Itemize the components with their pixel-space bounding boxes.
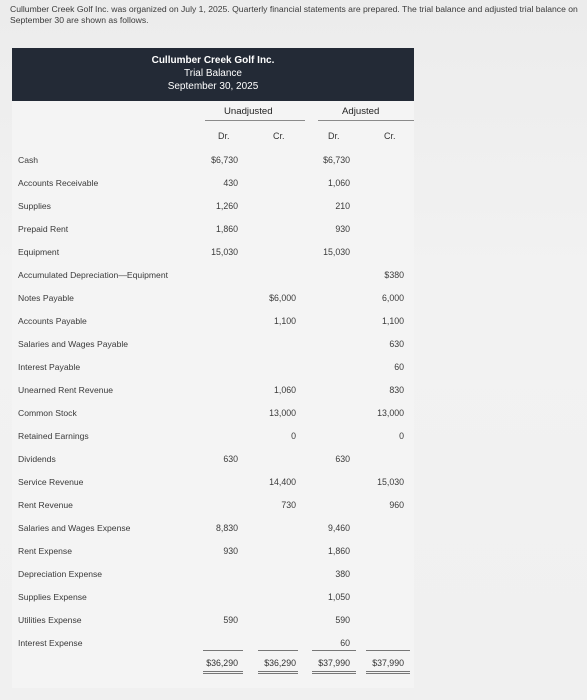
account-label: Interest Expense	[18, 638, 83, 648]
adjusted-dr-cell: 1,060	[327, 178, 350, 188]
total-adjusted-dr: $37,990	[318, 658, 350, 668]
account-label: Rent Expense	[18, 546, 72, 556]
unadjusted-dr-cell: 15,030	[211, 247, 238, 257]
unadjusted-dr-cell: 930	[223, 546, 238, 556]
table-row	[0, 362, 587, 380]
total-rule-ud	[203, 650, 243, 651]
account-label: Notes Payable	[18, 293, 74, 303]
adjusted-dr-cell: 9,460	[327, 523, 350, 533]
total-rule-uc	[258, 650, 298, 651]
adjusted-cr-cell: 60	[394, 362, 404, 372]
adjusted-cr-cell: 630	[389, 339, 404, 349]
statement-date: September 30, 2025	[167, 81, 259, 92]
table-row	[0, 339, 587, 357]
unadjusted-cr-cell: 1,100	[273, 316, 296, 326]
table-row	[0, 500, 587, 518]
account-label: Accounts Payable	[18, 316, 87, 326]
adjusted-cr-cell: 960	[389, 500, 404, 510]
table-row	[0, 408, 587, 426]
adjusted-dr-cell: 1,050	[327, 592, 350, 602]
table-row	[0, 270, 587, 288]
table-row	[0, 385, 587, 403]
adjusted-cr-cell: 1,100	[381, 316, 404, 326]
adjusted-dr-cell: $6,730	[323, 155, 350, 165]
unadjusted-cr-cell: 730	[281, 500, 296, 510]
unadjusted-dr-cell: 1,260	[215, 201, 238, 211]
account-label: Service Revenue	[18, 477, 84, 487]
table-row	[0, 615, 587, 633]
unadjusted-cr-cell: $6,000	[269, 293, 296, 303]
account-label: Salaries and Wages Payable	[18, 339, 129, 349]
table-row	[0, 293, 587, 311]
unadjusted-dr-cell: 630	[223, 454, 238, 464]
adjusted-cr-cell: $380	[384, 270, 404, 280]
unadjusted-dr-cell: 1,860	[215, 224, 238, 234]
table-row	[0, 316, 587, 334]
problem-intro: Cullumber Creek Golf Inc. was organized on July 1, 2025. Quarterly financial statements are prepared. The trial balance and adjusted trial balance on September 30 are shown as follows.	[10, 4, 578, 25]
adjusted-underline	[318, 120, 414, 121]
unadjusted-group-header: Unadjusted	[224, 106, 273, 117]
table-row	[0, 201, 587, 219]
table-row	[0, 178, 587, 196]
unadjusted-underline	[205, 120, 305, 121]
account-label: Retained Earnings	[18, 431, 89, 441]
table-row	[0, 224, 587, 242]
adjusted-cr-cell: 6,000	[381, 293, 404, 303]
unadjusted-cr-cell: 14,400	[269, 477, 296, 487]
adjusted-dr-cell: 60	[340, 638, 350, 648]
trial-balance-header	[12, 48, 414, 101]
col-unadjusted-dr: Dr.	[218, 131, 230, 141]
unadjusted-cr-cell: 1,060	[273, 385, 296, 395]
total-adjusted-cr: $37,990	[372, 658, 404, 668]
total-double-rule-ac	[366, 671, 410, 674]
account-label: Utilities Expense	[18, 615, 82, 625]
col-adjusted-cr: Cr.	[384, 131, 396, 141]
total-rule-ac	[366, 650, 410, 651]
adjusted-group-header: Adjusted	[342, 106, 380, 117]
table-row	[0, 477, 587, 495]
table-row	[0, 431, 587, 449]
col-unadjusted-cr: Cr.	[273, 131, 285, 141]
table-row	[0, 638, 587, 656]
account-label: Supplies Expense	[18, 592, 87, 602]
adjusted-dr-cell: 15,030	[323, 247, 350, 257]
account-label: Interest Payable	[18, 362, 81, 372]
total-unadjusted-dr: $36,290	[206, 658, 238, 668]
unadjusted-cr-cell: 0	[291, 431, 296, 441]
adjusted-cr-cell: 830	[389, 385, 404, 395]
adjusted-cr-cell: 15,030	[377, 477, 404, 487]
unadjusted-cr-cell: 13,000	[269, 408, 296, 418]
account-label: Accumulated Depreciation—Equipment	[18, 270, 168, 280]
account-label: Supplies	[18, 201, 51, 211]
adjusted-cr-cell: 0	[399, 431, 404, 441]
account-label: Cash	[18, 155, 39, 165]
unadjusted-dr-cell: $6,730	[211, 155, 238, 165]
total-double-rule-ad	[312, 671, 356, 674]
adjusted-dr-cell: 590	[335, 615, 350, 625]
adjusted-dr-cell: 930	[335, 224, 350, 234]
company-name: Cullumber Creek Golf Inc.	[151, 55, 275, 66]
total-rule-ad	[312, 650, 356, 651]
adjusted-dr-cell: 210	[335, 201, 350, 211]
total-double-rule-uc	[258, 671, 298, 674]
account-label: Rent Revenue	[18, 500, 73, 510]
table-row	[0, 569, 587, 587]
account-label: Equipment	[18, 247, 60, 257]
account-label: Depreciation Expense	[18, 569, 103, 579]
adjusted-cr-cell: 13,000	[377, 408, 404, 418]
table-row	[0, 247, 587, 265]
account-label: Dividends	[18, 454, 56, 464]
unadjusted-dr-cell: 8,830	[215, 523, 238, 533]
table-row	[0, 155, 587, 173]
account-label: Prepaid Rent	[18, 224, 69, 234]
col-adjusted-dr: Dr.	[328, 131, 340, 141]
unadjusted-dr-cell: 430	[223, 178, 238, 188]
table-row	[0, 546, 587, 564]
table-row	[0, 523, 587, 541]
statement-title: Trial Balance	[184, 68, 242, 79]
adjusted-dr-cell: 630	[335, 454, 350, 464]
adjusted-dr-cell: 1,860	[327, 546, 350, 556]
unadjusted-dr-cell: 590	[223, 615, 238, 625]
total-double-rule-ud	[203, 671, 243, 674]
table-row	[0, 592, 587, 610]
account-label: Salaries and Wages Expense	[18, 523, 131, 533]
account-label: Accounts Receivable	[18, 178, 99, 188]
total-unadjusted-cr: $36,290	[264, 658, 296, 668]
account-label: Common Stock	[18, 408, 77, 418]
adjusted-dr-cell: 380	[335, 569, 350, 579]
table-row	[0, 454, 587, 472]
account-label: Unearned Rent Revenue	[18, 385, 114, 395]
